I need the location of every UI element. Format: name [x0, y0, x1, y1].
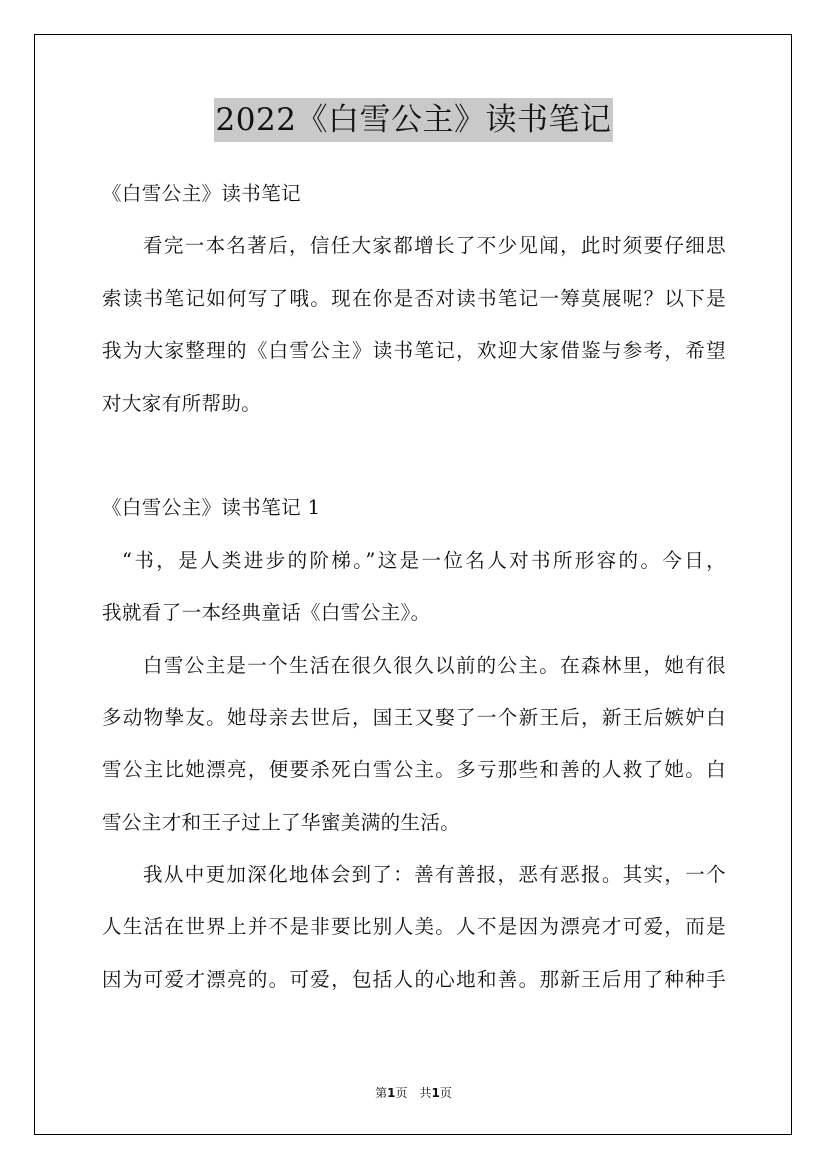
paragraph-line: 我就看了一本经典童话《白雪公主》。 — [102, 601, 431, 625]
title-container — [0, 98, 827, 142]
paragraph-line: 因为可爱才漂亮的。可爱，包括人的心地和善。那新王后用了种种手 — [102, 967, 726, 991]
page-unit: 页 — [395, 1086, 408, 1100]
total-unit: 页 — [439, 1086, 452, 1100]
page-current: 1 — [387, 1086, 396, 1100]
paragraph-line: 多动物挚友。她母亲去世后，国王又娶了一个新王后，新王后嫉妒白 — [102, 705, 726, 729]
page-prefix: 第 — [375, 1086, 388, 1100]
total-prefix: 共 — [419, 1086, 432, 1100]
page-footer — [0, 1084, 827, 1101]
document-body — [102, 172, 726, 1010]
paragraph-line: 白雪公主是一个生活在很久很久以前的公主。在森林里，她有很 — [143, 653, 726, 677]
paragraph-line: 我从中更加深化地体会到了：善有善报，恶有恶报。其实，一个 — [143, 863, 726, 887]
paragraph-line: 索读书笔记如何写了哦。现在你是否对读书笔记一筹莫展呢？以下是 — [102, 286, 726, 310]
blank-line — [102, 434, 726, 486]
paragraph-line: 人生活在世界上并不是非要比别人美。人不是因为漂亮才可爱，而是 — [102, 915, 726, 939]
paragraph-line: 看完一本名著后，信任大家都增长了不少见闻，此时须要仔细思 — [143, 234, 726, 258]
page-total: 1 — [431, 1086, 440, 1100]
paragraph-line: 我为大家整理的《白雪公主》读书笔记，欢迎大家借鉴与参考，希望 — [102, 339, 726, 363]
document-title: 2022《白雪公主》读书笔记 — [214, 98, 614, 142]
paragraph-line: 雪公主比她漂亮，便要杀死白雪公主。多亏那些和善的人救了她。白 — [102, 758, 726, 782]
paragraph-line: 对大家有所帮助。 — [102, 391, 262, 415]
intro-heading: 《白雪公主》读书笔记 — [102, 182, 302, 205]
paragraph-line: 雪公主才和王子过上了华蜜美满的生活。 — [102, 810, 461, 834]
paragraph-line: “书，是人类进步的阶梯。”这是一位名人对书所形容的。今日， — [122, 548, 726, 572]
section-heading: 《白雪公主》读书笔记 1 — [102, 496, 321, 520]
